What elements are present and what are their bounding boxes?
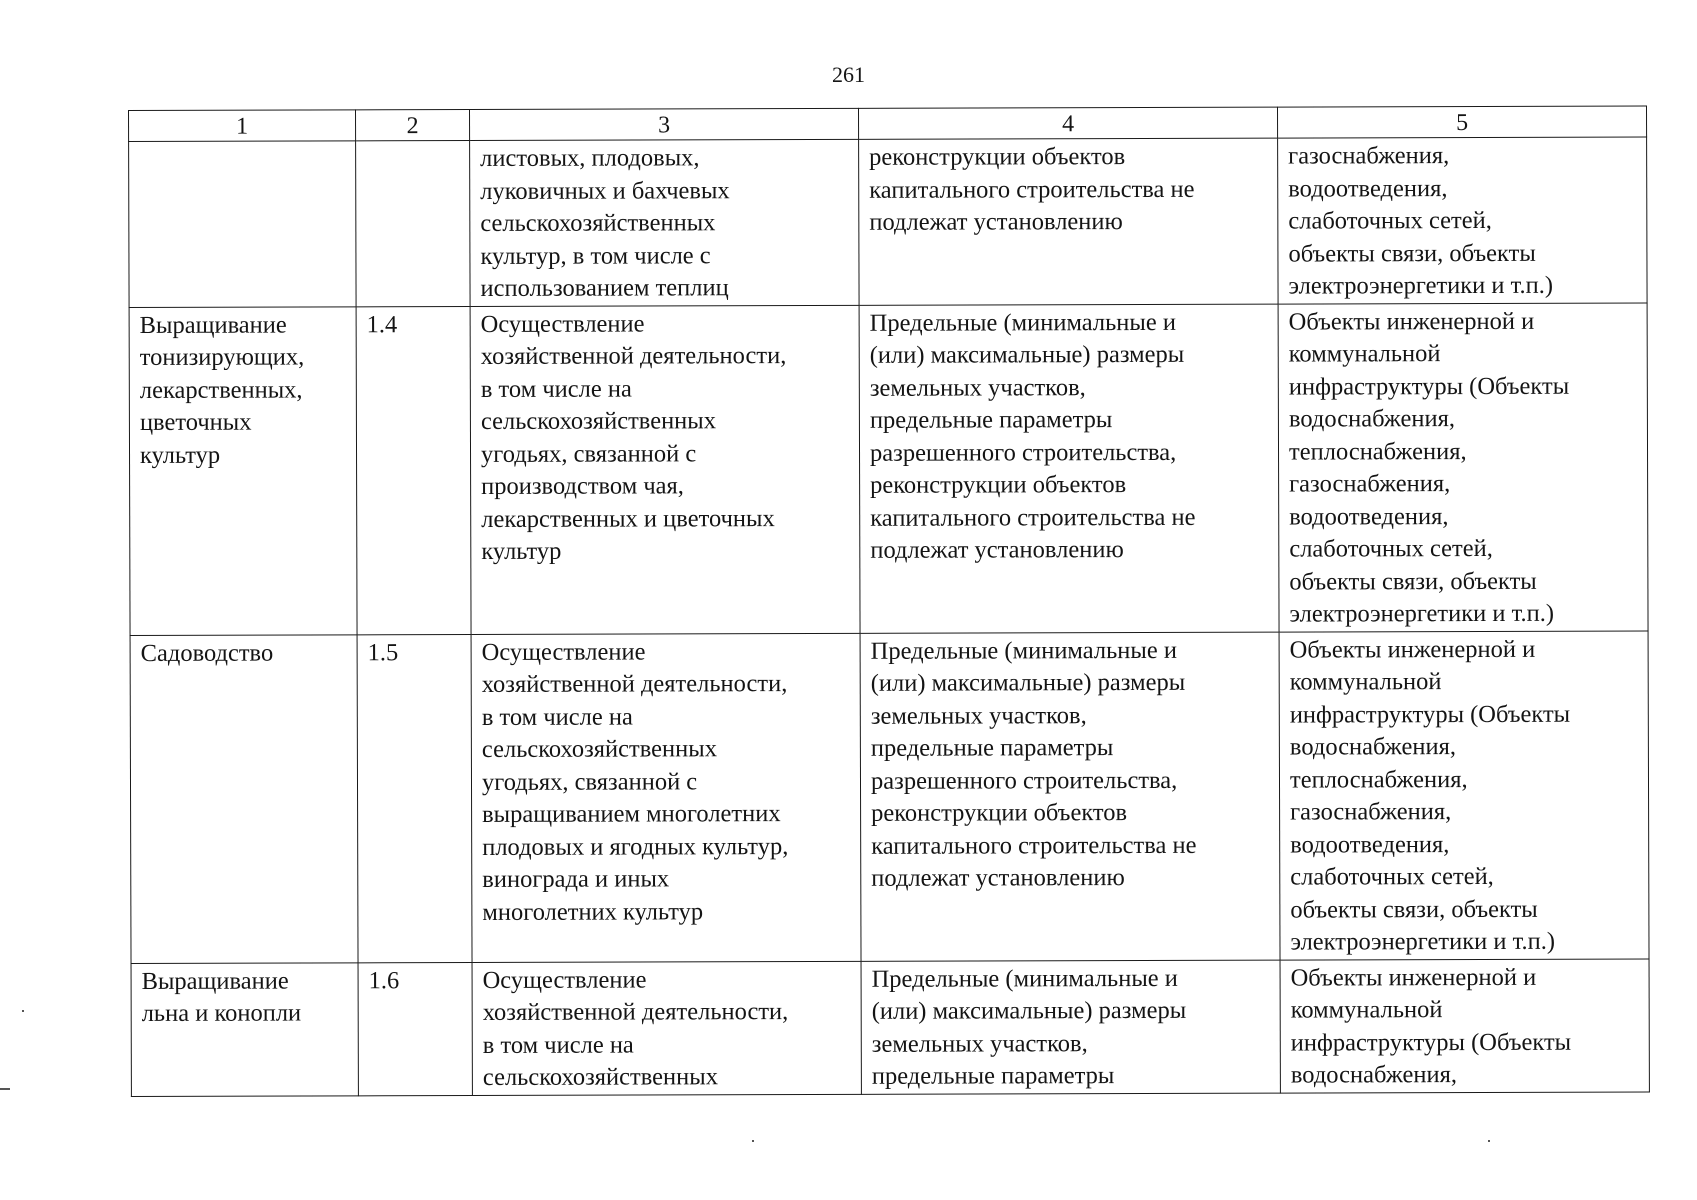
header-col-3: 3 <box>469 108 858 140</box>
cell-use-type: Выращивание льна и конопли <box>131 962 358 1096</box>
page-number: 261 <box>832 62 865 87</box>
header-col-4: 4 <box>858 107 1277 139</box>
table-row <box>131 958 1649 1096</box>
header-col-2: 2 <box>356 109 470 140</box>
cell-parameters: Предельные (минимальные и (или) максимальные) размеры земельных участков, предельные параметры разрешенного строительства, реконструкции объектов капитального строительства не подлежат установлению <box>859 304 1279 633</box>
header-col-1: 1 <box>129 110 356 142</box>
cell-code: 1.6 <box>358 962 472 1095</box>
cell-description: Осуществление хозяйственной деятельности, в том числе на сельскохозяйственных угодьях, связанной с производством чая, лекарственных и цветочных культур <box>470 305 860 634</box>
cell-infrastructure: Объекты инженерной и коммунальной инфраструктуры (Объекты водоснабжения, <box>1280 958 1649 1092</box>
cell-infrastructure: газоснабжения, водоотведения, слаботочных сетей, объекты связи, объекты электроэнергетики и т.п.) <box>1278 137 1647 304</box>
table-header-row <box>129 106 1647 142</box>
cell-description: Осуществление хозяйственной деятельности, в том числе на сельскохозяйственных угодьях, связанной с выращиванием многолетних плодовых и ягодных культур, винограда и иных многолетних культур <box>471 633 861 962</box>
cell-infrastructure: Объекты инженерной и коммунальной инфраструктуры (Объекты водоснабжения, теплоснабжения, газоснабжения, водоотведения, слаботочных сетей, объекты связи, объекты электроэнергетики и т.п.) <box>1278 302 1648 631</box>
cell-code <box>356 140 470 306</box>
cell-parameters: Предельные (минимальные и (или) максимальные) размеры земельных участков, предельные параметры разрешенного строительства, реконструкции объектов капитального строительства не подлежат установлению <box>860 632 1280 961</box>
cell-parameters: Предельные (минимальные и (или) максимальные) размеры земельных участков, предельные параметры <box>861 960 1280 1094</box>
cell-use-type: Выращивание тонизирующих, лекарственных, цветочных культур <box>129 306 357 635</box>
header-col-5: 5 <box>1277 106 1646 138</box>
table-row <box>129 302 1648 635</box>
scan-speck <box>22 1010 24 1012</box>
cell-code: 1.4 <box>356 306 471 634</box>
land-use-table <box>128 105 1650 1096</box>
scan-speck <box>752 1140 754 1142</box>
cell-code: 1.5 <box>357 634 472 962</box>
table-row <box>129 137 1647 307</box>
cell-use-type: Садоводство <box>130 634 358 963</box>
cell-use-type <box>129 141 356 307</box>
scan-margin-mark <box>0 1088 10 1090</box>
cell-infrastructure: Объекты инженерной и коммунальной инфраструктуры (Объекты водоснабжения, теплоснабжения, газоснабжения, водоотведения, слаботочных сетей, объекты связи, объекты электроэнергетики и т.п.) <box>1279 630 1649 959</box>
table-row <box>130 630 1649 963</box>
cell-description: Осуществление хозяйственной деятельности, в том числе на сельскохозяйственных <box>472 961 861 1095</box>
cell-description: листовых, плодовых, луковичных и бахчевых сельскохозяйственных культур, в том числе с использованием теплиц <box>470 139 859 306</box>
scan-speck <box>1488 1140 1490 1142</box>
cell-parameters: реконструкции объектов капитального строительства не подлежат установлению <box>859 138 1278 305</box>
